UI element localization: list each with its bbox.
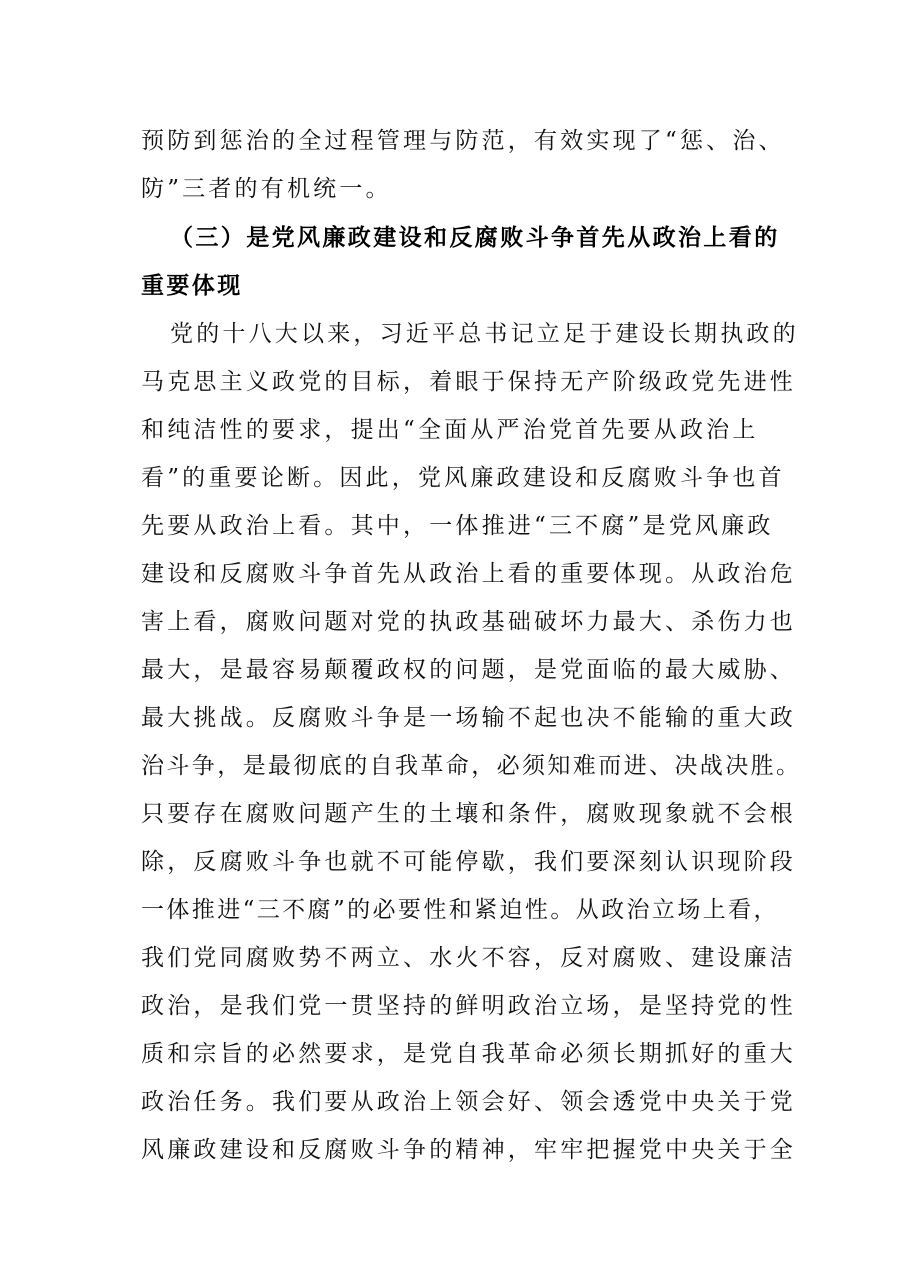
body-text-line: 防”三者的有机统一。 [141,176,392,202]
section-heading: （三）是党风廉政建设和反腐败斗争首先从政治上看的 [170,225,780,251]
paragraph-first-line: 党的十八大以来，习近平总书记立足于建设长期执政的 [170,321,799,347]
body-text-line: 政治任务。我们要从政治上领会好、领会透党中央关于党 [141,1089,796,1115]
body-text-line: 和纯洁性的要求，提出“全面从严治党首先要从政治上 [141,417,759,443]
body-text-line: 马克思主义政党的目标，着眼于保持无产阶级政党先进性 [141,369,796,395]
body-text-line: 风廉政建设和反腐败斗争的精神，牢牢把握党中央关于全 [141,1137,796,1163]
body-text-line: 看”的重要论断。因此，党风廉政建设和反腐败斗争也首 [141,465,785,491]
body-text-line: 建设和反腐败斗争首先从政治上看的重要体现。从政治危 [141,561,796,587]
body-text-line: 一体推进“三不腐”的必要性和紧迫性。从政治立场上看， [141,897,779,923]
body-text-line: 治斗争，是最彻底的自我革命，必须知难而进、决战决胜。 [141,753,802,779]
body-text-line: 我们党同腐败势不两立、水火不容，反对腐败、建设廉洁 [141,945,796,971]
section-heading-continued: 重要体现 [141,273,243,299]
body-text-line: 先要从政治上看。其中，一体推进“三不腐”是党风廉政 [141,513,774,539]
body-text-line: 只要存在腐败问题产生的土壤和条件，腐败现象就不会根 [141,801,796,827]
body-text-line: 政治，是我们党一贯坚持的鲜明政治立场，是坚持党的性 [141,993,796,1019]
body-text-line: 除，反腐败斗争也就不可能停歇，我们要深刻认识现阶段 [141,849,796,875]
body-text-line: 质和宗旨的必然要求，是党自我革命必须长期抓好的重大 [141,1041,796,1067]
body-text-line: 预防到惩治的全过程管理与防范，有效实现了“惩、治、 [141,128,785,154]
body-text-line: 最大，是最容易颠覆政权的问题，是党面临的最大威胁、 [141,657,796,683]
body-text-line: 最大挑战。反腐败斗争是一场输不起也决不能输的重大政 [141,705,796,731]
body-text-line: 害上看，腐败问题对党的执政基础破坏力最大、杀伤力也 [141,609,796,635]
